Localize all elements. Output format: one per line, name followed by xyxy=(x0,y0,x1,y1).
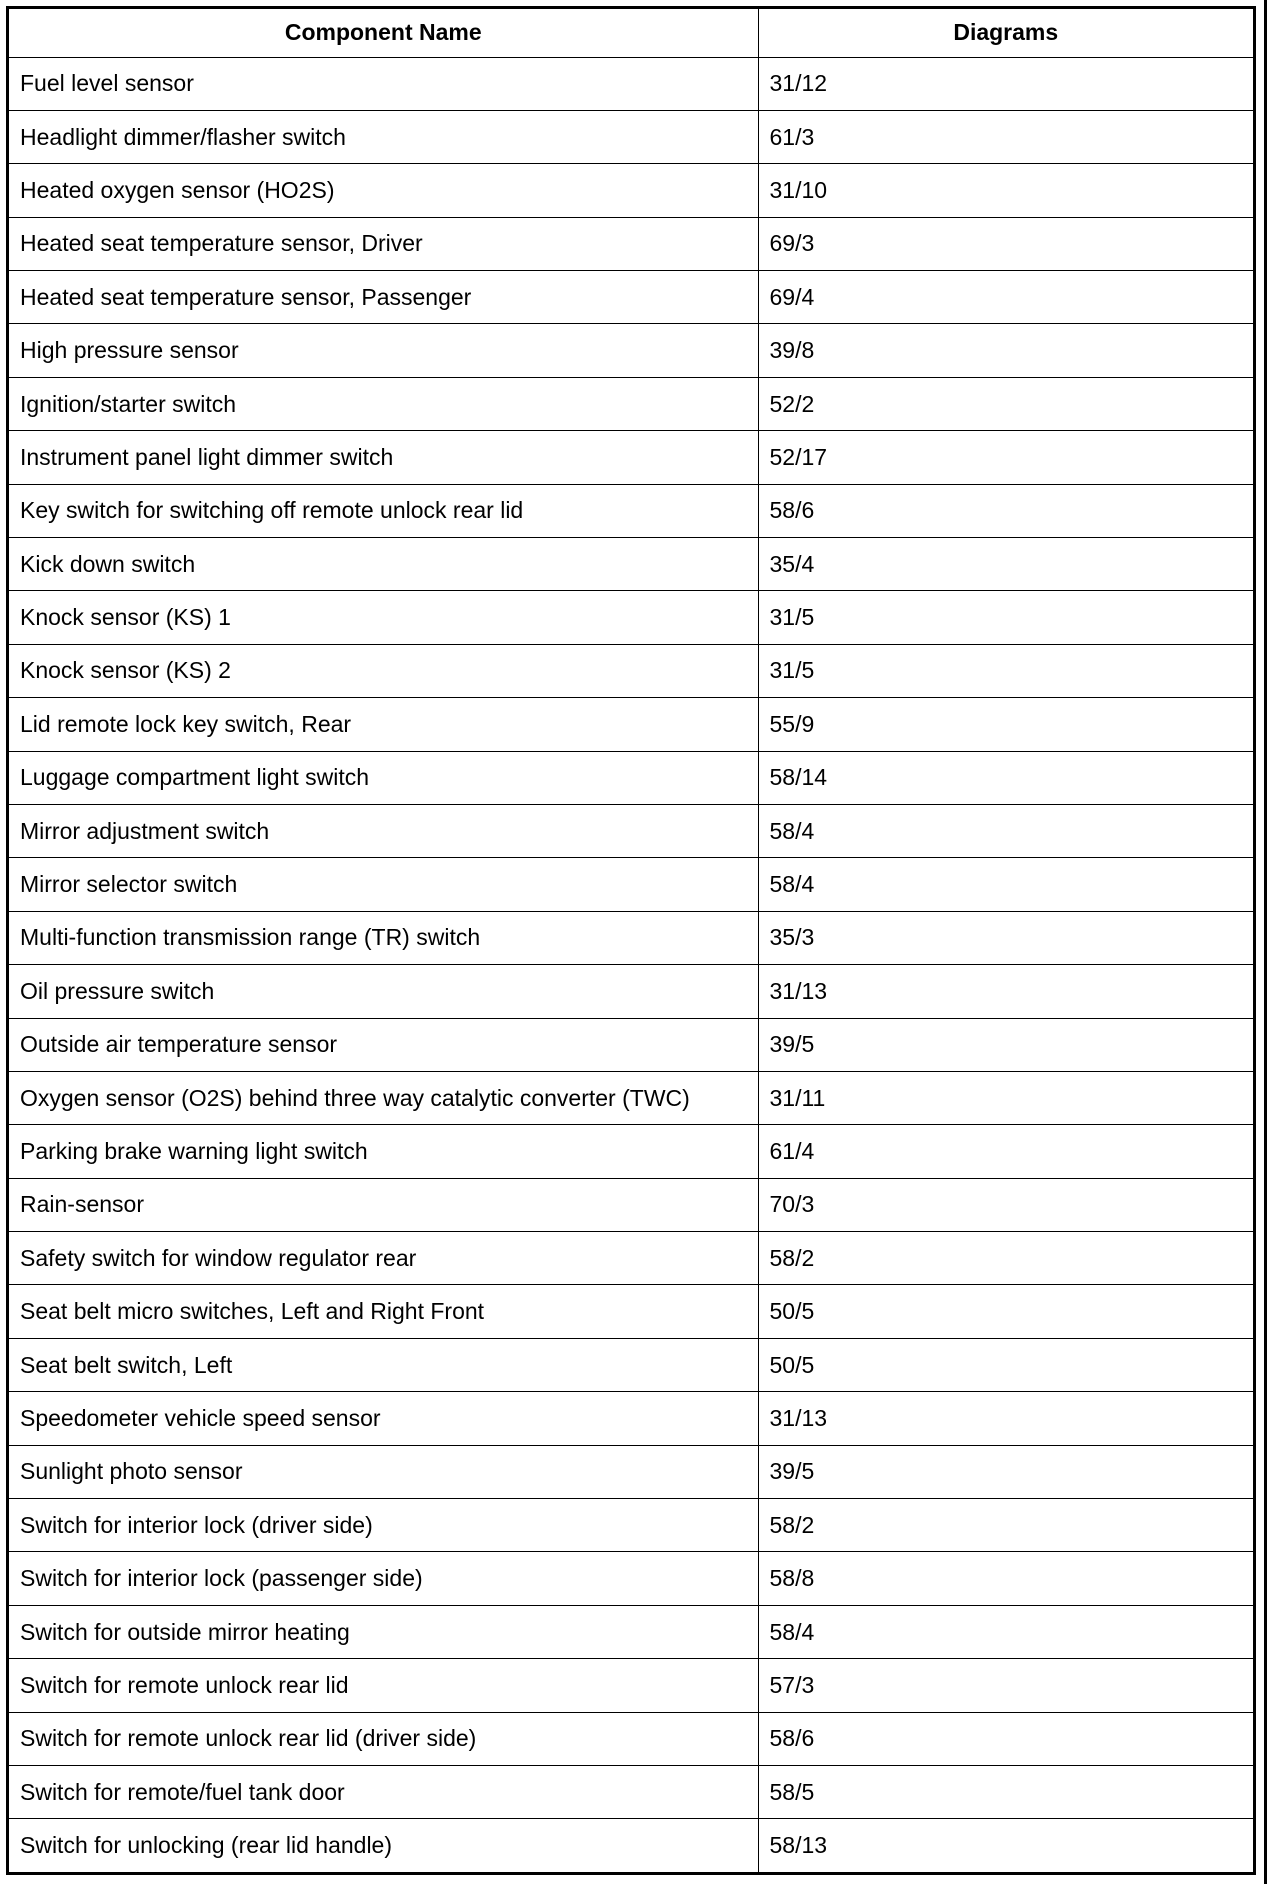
component-name-cell: Heated seat temperature sensor, Driver xyxy=(9,217,758,270)
component-name-cell: Heated seat temperature sensor, Passenger xyxy=(9,271,758,324)
diagram-ref-cell: 31/12 xyxy=(758,57,1253,110)
column-header-component-name: Component Name xyxy=(9,9,758,57)
component-name-cell: Knock sensor (KS) 2 xyxy=(9,644,758,697)
component-name-cell: Switch for interior lock (driver side) xyxy=(9,1499,758,1552)
component-name-cell: Switch for unlocking (rear lid handle) xyxy=(9,1819,758,1872)
diagram-ref-cell: 58/2 xyxy=(758,1232,1253,1285)
table-row xyxy=(9,484,1253,537)
diagram-ref-cell: 69/4 xyxy=(758,271,1253,324)
diagram-ref-cell: 58/6 xyxy=(758,1712,1253,1765)
component-name-cell: Oxygen sensor (O2S) behind three way catalytic converter (TWC) xyxy=(9,1071,758,1124)
diagram-ref-cell: 69/3 xyxy=(758,217,1253,270)
component-name-cell: Heated oxygen sensor (HO2S) xyxy=(9,164,758,217)
table-row xyxy=(9,1125,1253,1178)
component-name-cell: Seat belt switch, Left xyxy=(9,1338,758,1391)
diagram-ref-cell: 50/5 xyxy=(758,1338,1253,1391)
table-row xyxy=(9,1018,1253,1071)
diagram-ref-cell: 58/14 xyxy=(758,751,1253,804)
diagram-ref-cell: 31/10 xyxy=(758,164,1253,217)
diagram-ref-cell: 58/4 xyxy=(758,858,1253,911)
diagram-ref-cell: 61/3 xyxy=(758,110,1253,163)
table-row xyxy=(9,804,1253,857)
component-name-cell: High pressure sensor xyxy=(9,324,758,377)
component-name-cell: Luggage compartment light switch xyxy=(9,751,758,804)
component-table xyxy=(6,6,1256,1875)
component-diagram-table xyxy=(9,9,1253,1872)
component-name-cell: Speedometer vehicle speed sensor xyxy=(9,1392,758,1445)
diagram-ref-cell: 39/8 xyxy=(758,324,1253,377)
table-row xyxy=(9,698,1253,751)
diagram-ref-cell: 52/2 xyxy=(758,377,1253,430)
diagram-ref-cell: 31/5 xyxy=(758,644,1253,697)
component-name-cell: Knock sensor (KS) 1 xyxy=(9,591,758,644)
diagram-ref-cell: 58/4 xyxy=(758,1605,1253,1658)
table-row xyxy=(9,1819,1253,1872)
diagram-ref-cell: 39/5 xyxy=(758,1018,1253,1071)
component-name-cell: Switch for remote unlock rear lid xyxy=(9,1659,758,1712)
table-row xyxy=(9,431,1253,484)
component-name-cell: Headlight dimmer/flasher switch xyxy=(9,110,758,163)
diagram-ref-cell: 70/3 xyxy=(758,1178,1253,1231)
component-name-cell: Mirror adjustment switch xyxy=(9,804,758,857)
component-name-cell: Fuel level sensor xyxy=(9,57,758,110)
diagram-ref-cell: 55/9 xyxy=(758,698,1253,751)
table-row xyxy=(9,164,1253,217)
diagram-ref-cell: 52/17 xyxy=(758,431,1253,484)
component-name-cell: Switch for remote unlock rear lid (driver side) xyxy=(9,1712,758,1765)
diagram-ref-cell: 58/13 xyxy=(758,1819,1253,1872)
table-row xyxy=(9,1712,1253,1765)
diagram-ref-cell: 31/11 xyxy=(758,1071,1253,1124)
table-row xyxy=(9,271,1253,324)
table-row xyxy=(9,1659,1253,1712)
diagram-ref-cell: 31/13 xyxy=(758,965,1253,1018)
diagram-ref-cell: 57/3 xyxy=(758,1659,1253,1712)
page-edge-line xyxy=(1264,0,1267,1884)
component-name-cell: Sunlight photo sensor xyxy=(9,1445,758,1498)
table-row xyxy=(9,538,1253,591)
table-header-row xyxy=(9,9,1253,57)
diagram-ref-cell: 50/5 xyxy=(758,1285,1253,1338)
table-row xyxy=(9,324,1253,377)
diagram-ref-cell: 58/8 xyxy=(758,1552,1253,1605)
component-name-cell: Outside air temperature sensor xyxy=(9,1018,758,1071)
diagram-ref-cell: 58/2 xyxy=(758,1499,1253,1552)
diagram-ref-cell: 35/3 xyxy=(758,911,1253,964)
diagram-ref-cell: 58/6 xyxy=(758,484,1253,537)
component-name-cell: Switch for remote/fuel tank door xyxy=(9,1766,758,1819)
diagram-ref-cell: 61/4 xyxy=(758,1125,1253,1178)
table-row xyxy=(9,377,1253,430)
table-row xyxy=(9,1445,1253,1498)
table-row xyxy=(9,591,1253,644)
table-row xyxy=(9,1178,1253,1231)
diagram-ref-cell: 58/4 xyxy=(758,804,1253,857)
diagram-ref-cell: 35/4 xyxy=(758,538,1253,591)
table-row xyxy=(9,1499,1253,1552)
component-name-cell: Mirror selector switch xyxy=(9,858,758,911)
table-row xyxy=(9,858,1253,911)
table-row xyxy=(9,110,1253,163)
diagram-ref-cell: 31/5 xyxy=(758,591,1253,644)
table-row xyxy=(9,1552,1253,1605)
component-name-cell: Lid remote lock key switch, Rear xyxy=(9,698,758,751)
table-row xyxy=(9,751,1253,804)
table-row xyxy=(9,1071,1253,1124)
table-row xyxy=(9,1392,1253,1445)
component-name-cell: Parking brake warning light switch xyxy=(9,1125,758,1178)
diagram-ref-cell: 58/5 xyxy=(758,1766,1253,1819)
table-row xyxy=(9,1605,1253,1658)
diagram-ref-cell: 39/5 xyxy=(758,1445,1253,1498)
component-name-cell: Seat belt micro switches, Left and Right Front xyxy=(9,1285,758,1338)
column-header-diagrams: Diagrams xyxy=(758,9,1253,57)
table-row xyxy=(9,57,1253,110)
component-name-cell: Kick down switch xyxy=(9,538,758,591)
component-name-cell: Switch for outside mirror heating xyxy=(9,1605,758,1658)
component-name-cell: Multi-function transmission range (TR) switch xyxy=(9,911,758,964)
table-row xyxy=(9,217,1253,270)
table-row xyxy=(9,1766,1253,1819)
table-row xyxy=(9,1338,1253,1391)
component-name-cell: Safety switch for window regulator rear xyxy=(9,1232,758,1285)
table-row xyxy=(9,644,1253,697)
table-row xyxy=(9,1232,1253,1285)
component-name-cell: Key switch for switching off remote unlock rear lid xyxy=(9,484,758,537)
table-row xyxy=(9,965,1253,1018)
component-name-cell: Instrument panel light dimmer switch xyxy=(9,431,758,484)
table-row xyxy=(9,911,1253,964)
component-name-cell: Switch for interior lock (passenger side) xyxy=(9,1552,758,1605)
diagram-ref-cell: 31/13 xyxy=(758,1392,1253,1445)
component-name-cell: Ignition/starter switch xyxy=(9,377,758,430)
table-body xyxy=(9,57,1253,1872)
component-name-cell: Oil pressure switch xyxy=(9,965,758,1018)
table-row xyxy=(9,1285,1253,1338)
component-name-cell: Rain-sensor xyxy=(9,1178,758,1231)
